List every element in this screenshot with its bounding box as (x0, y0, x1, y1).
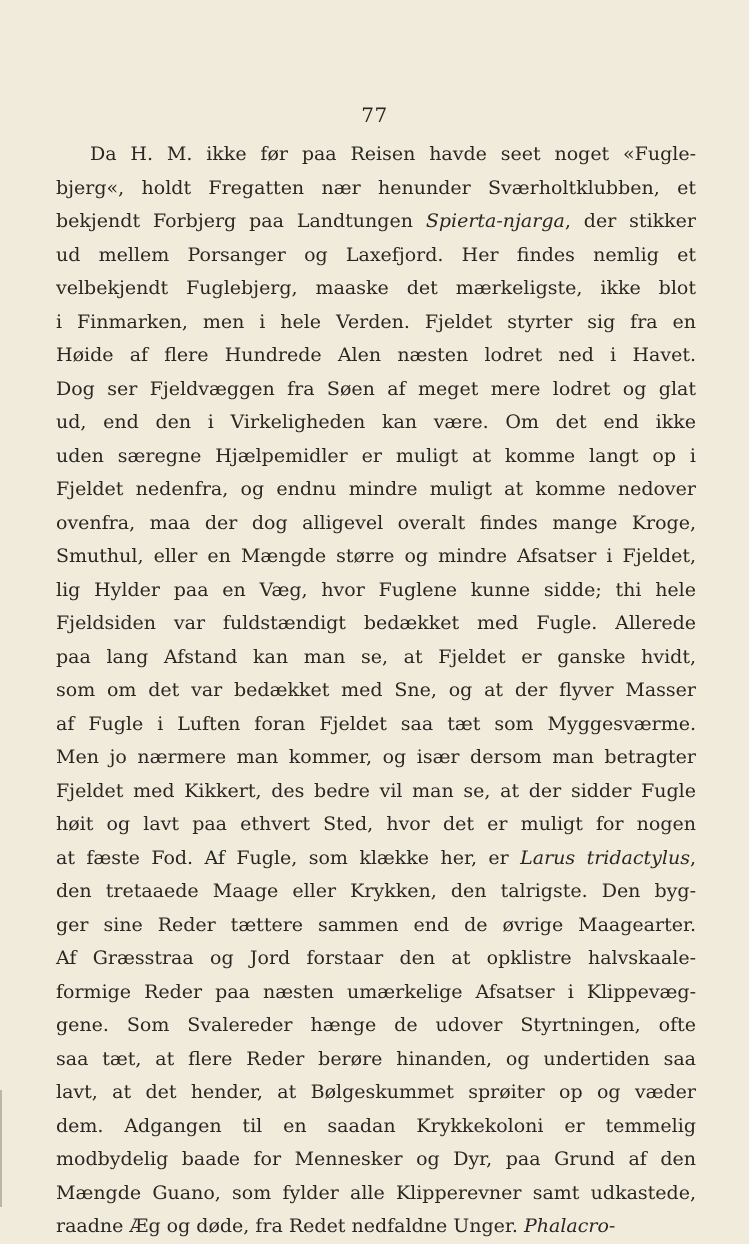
text-line (56, 373, 696, 407)
text-line (56, 808, 696, 842)
text-segment: Da H. M. ikke før paa Reisen havde seet noget «Fugle- (90, 143, 696, 165)
text-segment: dem. Adgangen til en saadan Krykkekoloni er temmelig (56, 1114, 696, 1137)
page-number: 77 (361, 103, 388, 127)
text-segment: at fæste Fod. Af Fugle, som klække her, er (56, 846, 521, 869)
text-segment: ud, end den i Virkeligheden kan være. Om det end ikke (56, 411, 696, 433)
text-segment: Men jo nærmere man kommer, og især dersom man betragter (56, 746, 696, 768)
text-line (56, 708, 696, 742)
text-line (56, 641, 696, 675)
text-line (56, 875, 696, 909)
text-line (56, 607, 696, 641)
italic-text: Spierta-njarga (425, 210, 565, 232)
text-segment: gene. Som Svalereder hænge de udover Styrtningen, ofte (56, 1014, 696, 1036)
text-line (56, 741, 696, 775)
text-segment: bekjendt Forbjerg paa Landtungen (56, 210, 426, 232)
text-segment: Dog ser Fjeldvæggen fra Søen af meget mere lodret og glat (56, 377, 696, 400)
text-line (56, 1043, 696, 1077)
text-segment: saa tæt, at flere Reder berøre hinanden, og undertiden saa (56, 1047, 696, 1070)
text-line (56, 942, 696, 976)
text-line (56, 540, 696, 574)
text-segment: velbekjendt Fuglebjerg, maaske det mærkeligste, ikke blot (56, 277, 696, 299)
text-segment: raadne Æg og døde, fra Redet nedfaldne Unger. (56, 1215, 524, 1237)
text-segment: Mængde Guano, som fylder alle Klipperevner samt udkastede, (56, 1181, 696, 1204)
text-segment: Fjeldet med Kikkert, des bedre vil man se, at der sidder Fugle (56, 779, 696, 802)
text-line (56, 1143, 696, 1177)
text-line (56, 272, 696, 306)
text-segment: ger sine Reder tættere sammen end de øvrige Maagearter. (56, 913, 696, 936)
text-segment: bjerg«, holdt Fregatten nær henunder Sværholtklubben, et (56, 176, 696, 199)
italic-text: Larus tridactylus (520, 846, 690, 869)
text-segment: i Finmarken, men i hele Verden. Fjeldet styrter sig fra en (56, 310, 696, 333)
text-segment: uden særegne Hjælpemidler er muligt at komme langt op i (56, 444, 696, 467)
text-segment: den tretaaede Maage eller Krykken, den talrigste. Den byg- (56, 880, 696, 902)
text-segment: modbydelig baade for Mennesker og Dyr, paa Grund af den (56, 1148, 696, 1170)
text-line (56, 473, 696, 507)
text-line (56, 976, 696, 1010)
text-segment: Høide af flere Hundrede Alen næsten lodret ned i Havet. (56, 344, 696, 366)
text-segment: , (689, 846, 696, 869)
text-segment: Af Græsstraa og Jord forstaar den at opklistre halvskaale- (56, 947, 696, 969)
page-edge-mark (0, 1090, 2, 1207)
text-line (56, 507, 696, 541)
text-segment: paa lang Afstand kan man se, at Fjeldet er ganske hvidt, (56, 645, 696, 668)
text-line (56, 574, 696, 608)
text-segment: som om det var bedækket med Sne, og at der flyver Masser (56, 679, 696, 701)
text-line (56, 1210, 696, 1244)
text-segment: høit og lavt paa ethvert Sted, hvor det er muligt for nogen (56, 813, 696, 835)
text-line (56, 909, 696, 943)
text-line (56, 205, 696, 239)
text-segment: lig Hylder paa en Væg, hvor Fuglene kunne sidde; thi hele (56, 578, 696, 601)
text-segment: af Fugle i Luften foran Fjeldet saa tæt som Myggesværme. (56, 712, 696, 735)
italic-text: Phalacro- (523, 1215, 616, 1237)
text-line (56, 138, 696, 172)
text-line (56, 775, 696, 809)
text-line (56, 842, 696, 876)
text-segment: , der stikker (564, 210, 696, 232)
text-line (56, 1009, 696, 1043)
text-line (56, 440, 696, 474)
text-segment: formige Reder paa næsten umærkelige Afsatser i Klippevæg- (56, 980, 696, 1003)
text-line (56, 339, 696, 373)
text-segment: Smuthul, eller en Mængde større og mindre Afsatser i Fjeldet, (56, 545, 696, 567)
text-line (56, 674, 696, 708)
body-text (56, 138, 696, 1244)
text-line (56, 1076, 696, 1110)
text-segment: ovenfra, maa der dog alligevel overalt findes mange Kroge, (56, 511, 696, 534)
text-line (56, 239, 696, 273)
text-line (56, 1110, 696, 1144)
text-segment: Fjeldsiden var fuldstændigt bedækket med Fugle. Allerede (56, 612, 696, 634)
text-segment: Fjeldet nedenfra, og endnu mindre muligt at komme nedover (56, 478, 696, 500)
text-line (56, 306, 696, 340)
text-line (56, 1177, 696, 1211)
text-segment: lavt, at det hender, at Bølgeskummet sprøiter op og væder (56, 1081, 696, 1103)
text-segment: ud mellem Porsanger og Laxefjord. Her findes nemlig et (56, 243, 696, 266)
text-line (56, 172, 696, 206)
text-line (56, 406, 696, 440)
